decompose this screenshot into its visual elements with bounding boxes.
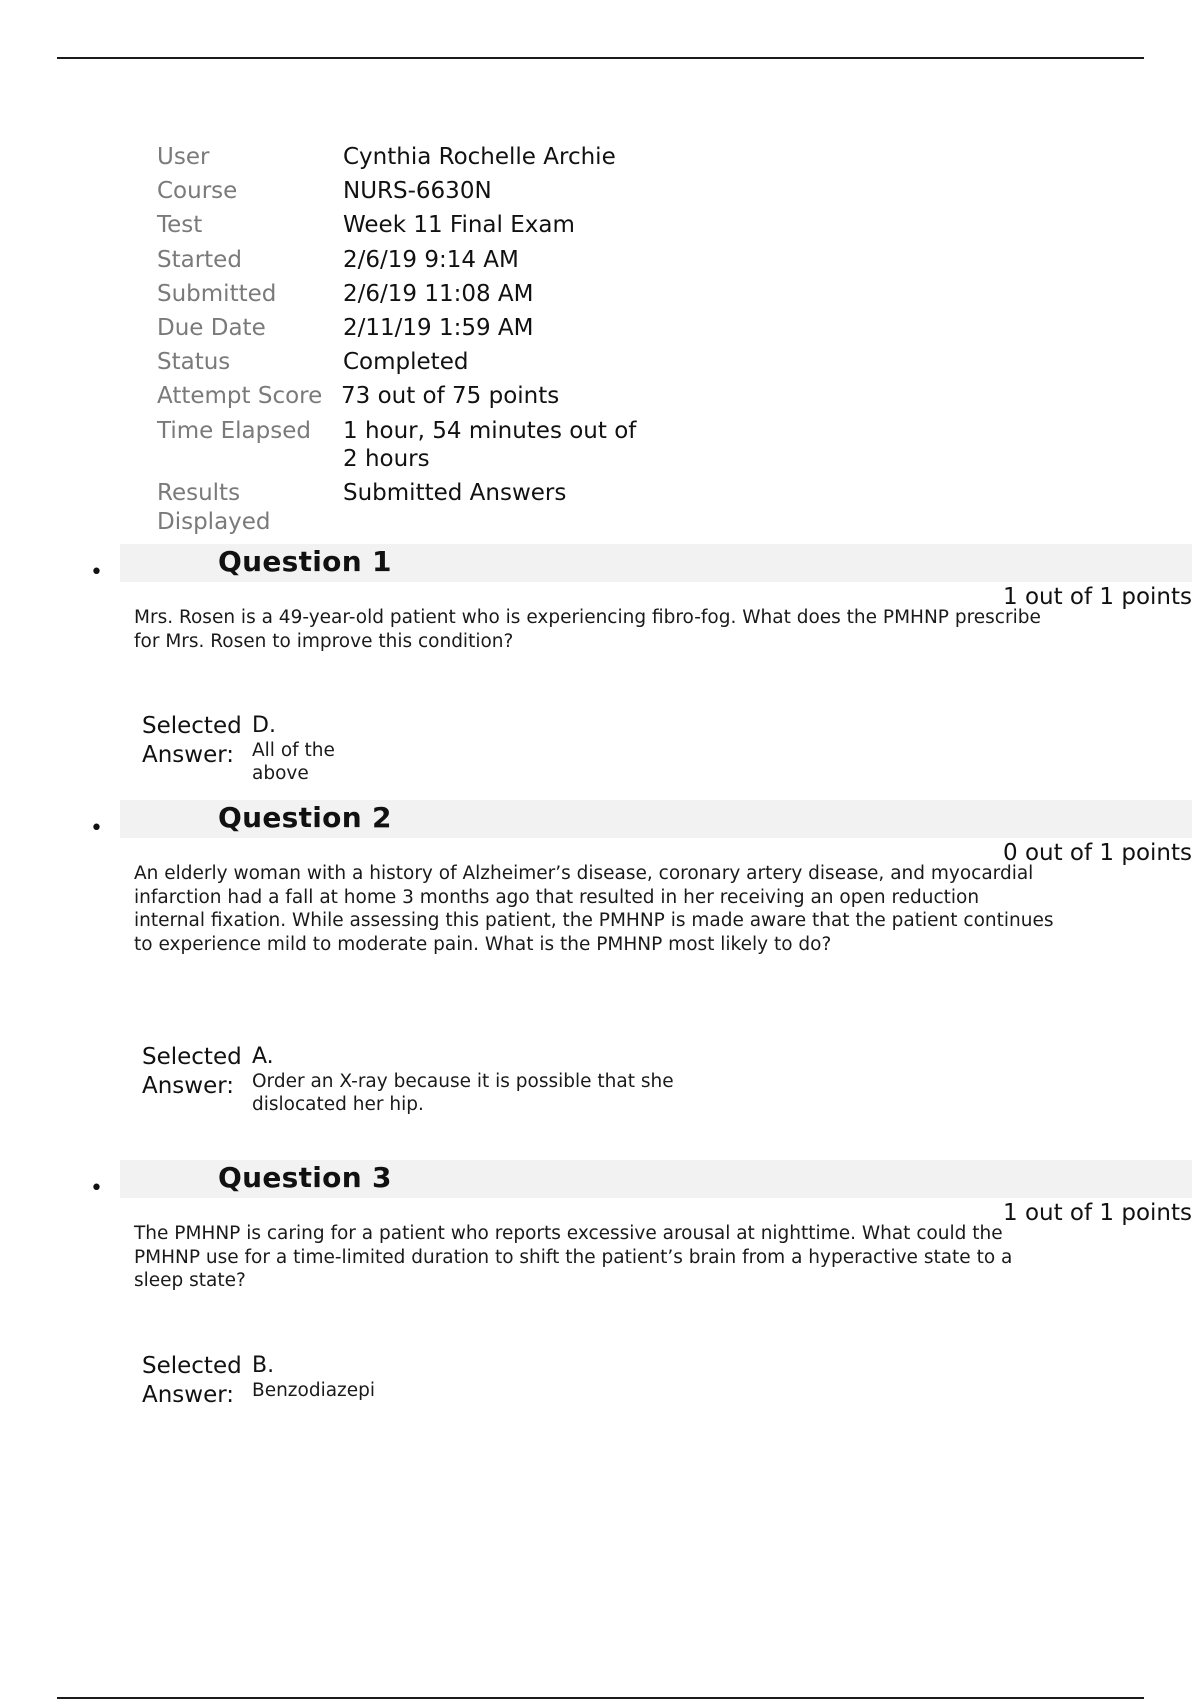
question-title: Question 2 — [218, 801, 392, 834]
summary-row-submitted — [157, 280, 677, 309]
summary-row-started — [157, 246, 677, 275]
list-bullet: • — [90, 1176, 103, 1201]
question-points: 1 out of 1 points — [1003, 584, 1192, 610]
summary-row-attempt-score — [157, 382, 677, 411]
status-value: Completed — [343, 349, 469, 376]
bottom-rule — [57, 1697, 1144, 1699]
list-bullet: • — [90, 560, 103, 585]
attempt-score-value: 73 out of 75 points — [341, 383, 560, 410]
user-label: User — [157, 144, 210, 170]
selected-answer-label: Selected Answer: — [142, 1353, 242, 1408]
summary-row-user — [157, 143, 677, 172]
submitted-label: Submitted — [157, 280, 277, 307]
selected-answer — [142, 1043, 722, 1116]
question-title: Question 3 — [218, 1161, 392, 1194]
summary-row-status — [157, 348, 677, 377]
user-value: Cynthia Rochelle Archie — [343, 144, 616, 170]
course-label: Course — [157, 178, 238, 205]
submitted-value: 2/6/19 11:08 AM — [343, 280, 534, 307]
question-points: 0 out of 1 points — [1003, 840, 1192, 866]
test-value: Week 11 Final Exam — [343, 212, 575, 239]
attempt-summary — [157, 143, 677, 542]
question-text: The PMHNP is caring for a patient who reports excessive arousal at nighttime. What could the PMHNP use for a time-limited duration to shift the patient’s brain from a hyperactive state to a sleep state? — [134, 1223, 1013, 1291]
answer-text: Benzodiazepi — [252, 1380, 376, 1401]
selected-answer-value — [252, 712, 352, 785]
answer-text: All of the above — [252, 740, 335, 784]
answer-letter: D. — [252, 713, 276, 738]
selected-answer — [142, 712, 352, 785]
answer-text: Order an X-ray because it is possible that she dislocated her hip. — [252, 1071, 674, 1115]
selected-answer — [142, 1352, 452, 1409]
course-value: NURS-6630N — [343, 178, 492, 205]
due-date-value: 2/11/19 1:59 AM — [343, 314, 534, 341]
attempt-score-label: Attempt Score — [157, 383, 323, 410]
summary-row-due-date — [157, 314, 677, 343]
summary-row-time-elapsed — [157, 417, 677, 474]
status-label: Status — [157, 349, 231, 376]
selected-answer-label: Selected Answer: — [142, 1044, 242, 1099]
answer-letter: A. — [252, 1044, 274, 1069]
test-label: Test — [157, 212, 203, 239]
list-bullet: • — [90, 816, 103, 841]
question-text: Mrs. Rosen is a 49-year-old patient who is experiencing fibro-fog. What does the PMHNP prescribe for Mrs. Rosen to improve this condition? — [134, 607, 1041, 652]
summary-row-results-displayed — [157, 479, 677, 536]
started-label: Started — [157, 246, 242, 273]
question-title: Question 1 — [218, 545, 392, 578]
question-text: An elderly woman with a history of Alzheimer’s disease, coronary artery disease, and myocardial infarction had a fall at home 3 months ago that resulted in her receiving an open reduction internal fixation. While assessing this patient, the PMHNP is made aware that the patient continues to experience mild to moderate pain. What is the PMHNP most likely to do? — [134, 863, 1054, 955]
selected-answer-value — [252, 1043, 722, 1116]
due-date-label: Due Date — [157, 314, 266, 341]
top-rule — [57, 57, 1144, 59]
time-elapsed-value: 1 hour, 54 minutes out of 2 hours — [343, 417, 637, 472]
time-elapsed-label: Time Elapsed — [157, 417, 311, 444]
results-displayed-label: Results Displayed — [157, 480, 271, 535]
question-points: 1 out of 1 points — [1003, 1200, 1192, 1226]
answer-letter: B. — [252, 1353, 275, 1378]
selected-answer-label: Selected Answer: — [142, 713, 242, 768]
summary-row-test — [157, 211, 677, 240]
selected-answer-value — [252, 1352, 452, 1403]
results-displayed-value: Submitted Answers — [343, 480, 567, 507]
started-value: 2/6/19 9:14 AM — [343, 246, 519, 273]
summary-row-course — [157, 177, 677, 206]
